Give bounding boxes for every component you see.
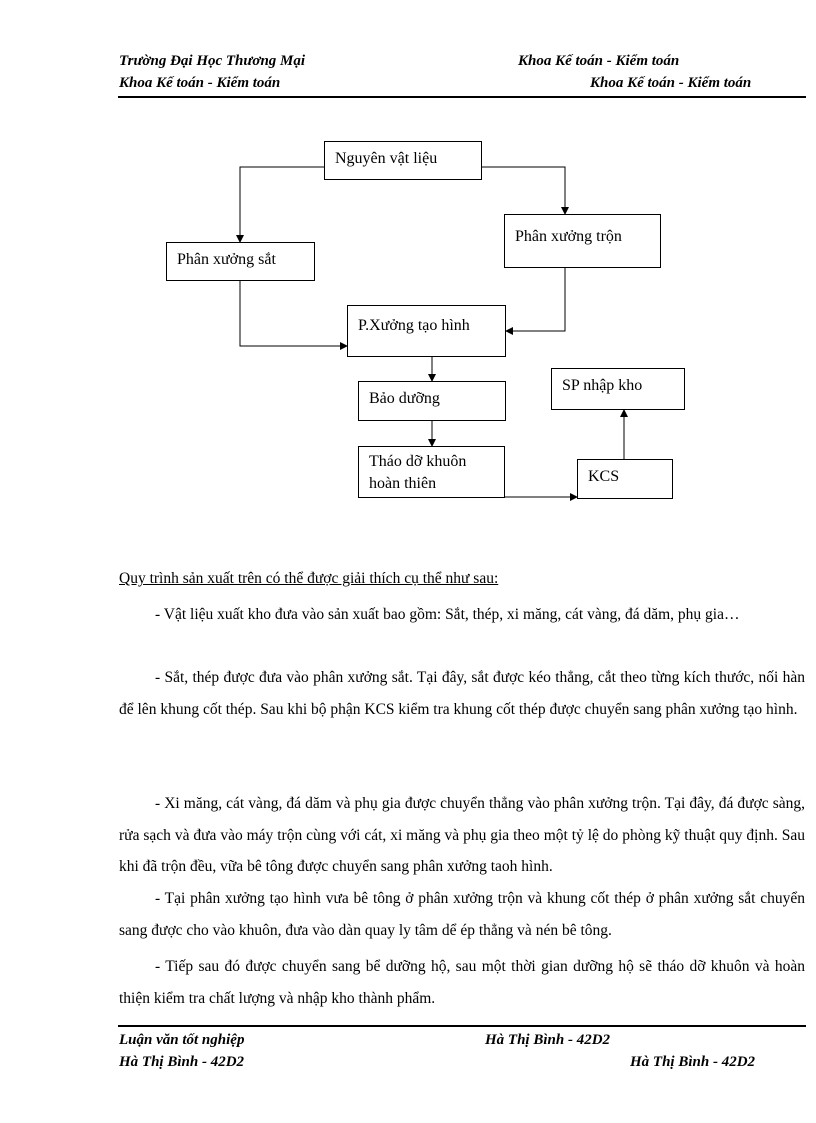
paragraph-2: - Sắt, thép được đưa vào phân xưởng sắt. Tại đây, sắt được kéo thẳng, cắt theo từng kích thước, nối hàn để lên khung cốt thép. Sau khi bộ phận KCS kiểm tra khung cốt thép được chuyển sang phân xưởng tạo hình.	[119, 669, 805, 718]
node-curing: Bảo dưỡng	[358, 381, 506, 421]
paragraph-3: - Xi măng, cát vàng, đá dăm và phụ gia được chuyển thẳng vào phân xưởng trộn. Tại đây, đá được sàng, rửa sạch và đưa vào máy trộn cùng với cát, xi măng và phụ gia theo một tỷ lệ do phòng kỹ thuật quy định. Sau khi đã trộn đều, vữa bê tông được chuyển sang phân xưởng taoh hình.	[119, 795, 805, 875]
header-faculty-left: Khoa Kế toán - Kiểm toán	[119, 75, 281, 91]
header-faculty-right: Khoa Kế toán - Kiểm toán	[590, 75, 752, 91]
node-warehouse: SP nhập kho	[551, 368, 685, 410]
node-demold-finish: Tháo dỡ khuôn hoàn thiên	[358, 446, 505, 498]
paragraph-5: - Tiếp sau đó được chuyển sang bể dưỡng hộ, sau một thời gian dưỡng hộ sẽ tháo dỡ khuôn và hoàn thiện kiểm tra chất lượng và nhập kho thành phẩm.	[119, 958, 805, 1007]
footer-thesis-label: Luận văn tốt nghiệp	[119, 1032, 245, 1048]
node-mixing-workshop: Phân xưởng trộn	[504, 214, 661, 268]
arrow-raw-to-iron	[240, 167, 325, 242]
arrow-iron-to-forming	[240, 281, 347, 346]
arrow-raw-to-mixing	[481, 167, 565, 214]
footer-rule	[118, 1025, 806, 1027]
paragraph-4: - Tại phân xưởng tạo hình vưa bê tông ở phân xưởng trộn và khung cốt thép ở phân xưởng sắt chuyển sang được cho vào khuôn, đưa vào dàn quay ly tâm dể ép thẳng và nén bê tông.	[119, 890, 805, 939]
node-iron-workshop: Phân xưởng sắt	[166, 242, 315, 281]
paragraph-1: - Vật liệu xuất kho đưa vào sản xuất bao gồm: Sắt, thép, xi măng, cát vàng, đá dăm, phụ gia…	[155, 606, 740, 623]
intro-heading: Quy trình sản xuất trên có thể được giải thích cụ thể như sau:	[119, 570, 499, 587]
footer-author-top: Hà Thị Bình - 42D2	[485, 1032, 611, 1048]
header-faculty-top-right: Khoa Kế toán - Kiểm toán	[518, 53, 680, 69]
header-university: Trường Đại Học Thương Mại	[119, 53, 306, 69]
node-kcs: KCS	[577, 459, 673, 499]
node-raw-material: Nguyên vật liệu	[324, 141, 482, 180]
footer-author-left: Hà Thị Bình - 42D2	[119, 1054, 245, 1070]
footer-author-right: Hà Thị Bình - 42D2	[630, 1054, 756, 1070]
node-forming-workshop: P.Xưởng tạo hình	[347, 305, 506, 357]
arrow-mixing-to-forming	[506, 268, 565, 331]
